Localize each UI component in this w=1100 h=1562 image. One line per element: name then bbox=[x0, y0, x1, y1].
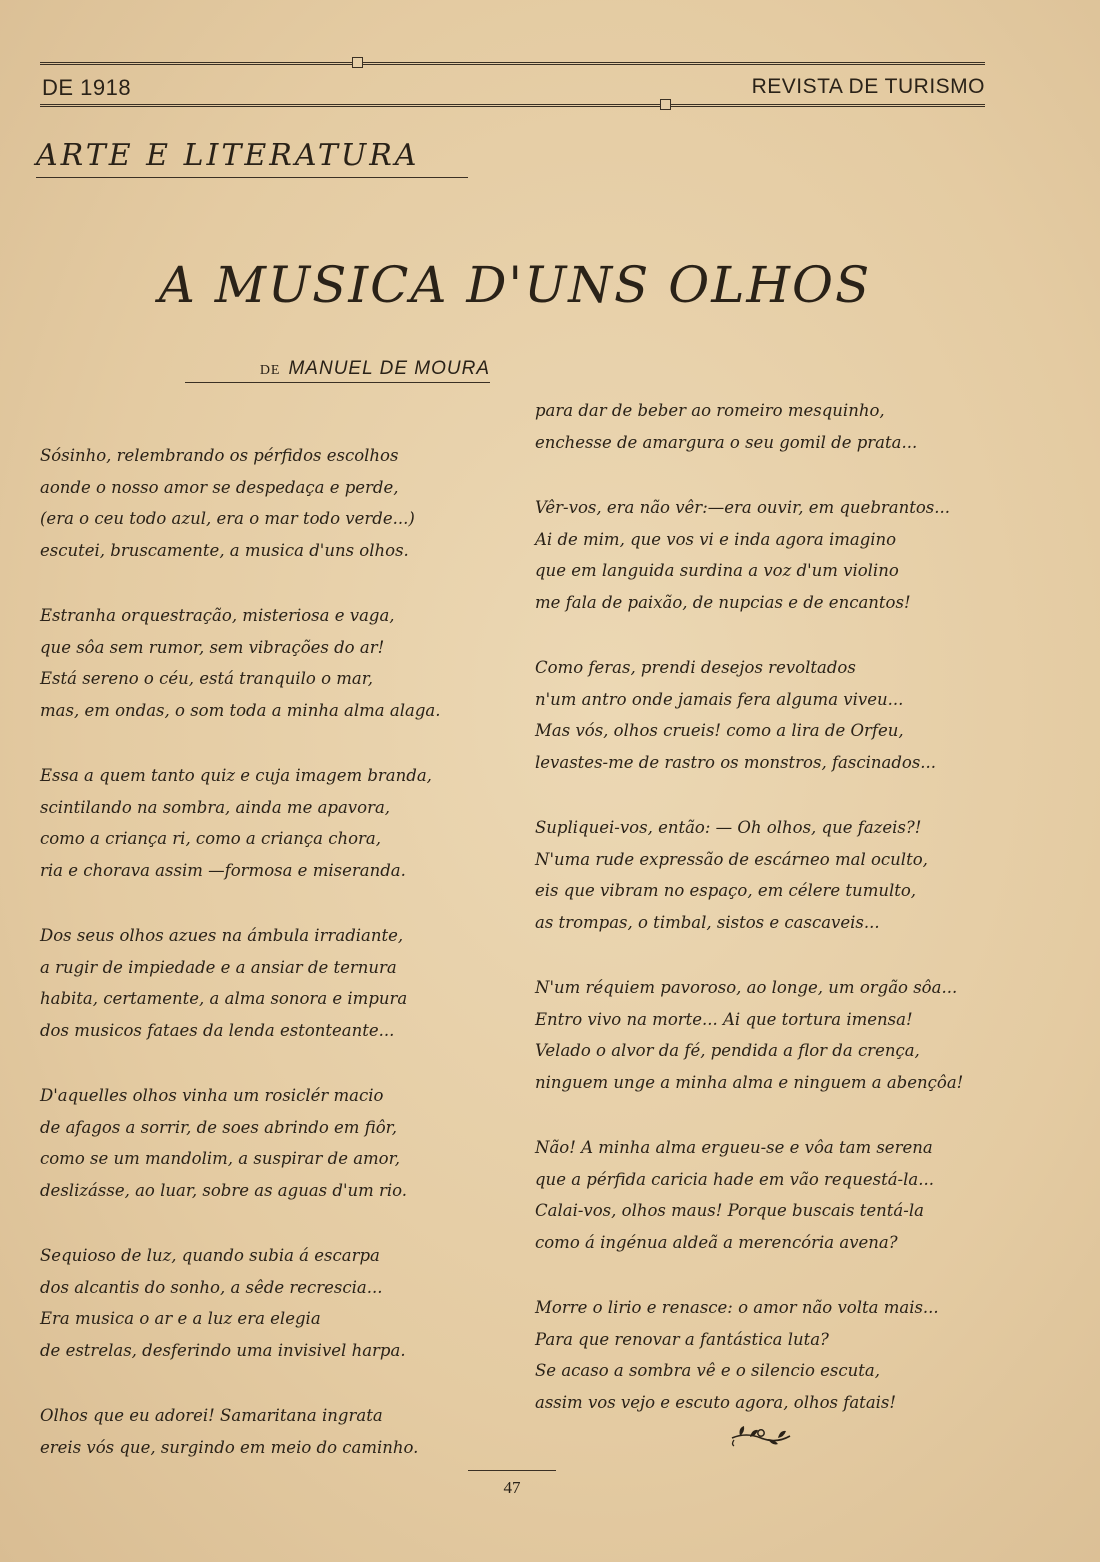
poem-line: enchesse de amargura o seu gomil de prata... bbox=[535, 432, 918, 452]
poem-line: aonde o nosso amor se despedaça e perde, bbox=[40, 477, 399, 497]
section-title: ARTE E LITERATURA bbox=[36, 138, 468, 178]
poem-line: como a criança ri, como a criança chora, bbox=[40, 829, 381, 848]
header-rule-ornament bbox=[352, 57, 363, 68]
poem-title: A MUSICA D'UNS OLHOS bbox=[158, 255, 872, 314]
poem-line: mas, em ondas, o som toda a minha alma alaga. bbox=[40, 700, 441, 720]
poem-line: Ai de mim, que vos vi e inda agora imagino bbox=[535, 529, 897, 549]
poem-line: que sôa sem rumor, sem vibrações do ar! bbox=[40, 637, 385, 657]
header-rule-ornament bbox=[660, 99, 671, 110]
poem-stanza bbox=[535, 492, 1005, 618]
poem-line: Se acaso a sombra vê e o silencio escuta, bbox=[535, 1361, 880, 1380]
poem-line: Essa a quem tanto quiz e cuja imagem branda, bbox=[40, 766, 432, 785]
poem-line: (era o ceu todo azul, era o mar todo verde...) bbox=[40, 509, 415, 528]
poem-line: dos musicos fataes da lenda estonteante... bbox=[40, 1020, 395, 1040]
poem-line: Está sereno o céu, está tranquilo o mar, bbox=[40, 669, 374, 688]
poem-line: Entro vivo na morte... Ai que tortura imensa! bbox=[535, 1009, 913, 1029]
poem-line: como se um mandolim, a suspirar de amor, bbox=[40, 1149, 400, 1168]
poem-line: ninguem unge a minha alma e ninguem a abençôa! bbox=[535, 1072, 964, 1092]
poem-line: como á ingénua aldeã a merencória avena? bbox=[535, 1232, 898, 1252]
poem-stanza bbox=[535, 395, 1005, 458]
poem-line: dos alcantis do sonho, a sêde recrescia... bbox=[40, 1277, 383, 1297]
page-number: 47 bbox=[503, 1478, 521, 1497]
poem-line: Vêr-vos, era não vêr:—era ouvir, em quebrantos... bbox=[535, 498, 950, 517]
poem-stanza bbox=[535, 652, 1005, 778]
header-bottom-rule bbox=[40, 104, 985, 107]
poem-stanza bbox=[40, 920, 490, 1046]
poem-line: N'uma rude expressão de escárneo mal oculto, bbox=[535, 849, 928, 869]
poem-line: de afagos a sorrir, de soes abrindo em fiôr, bbox=[40, 1117, 397, 1137]
poem-stanza bbox=[40, 1400, 490, 1463]
poem-column-left bbox=[40, 440, 490, 1497]
poem-stanza bbox=[535, 972, 1005, 1098]
poem-line: n'um antro onde jamais fera alguma viveu... bbox=[535, 689, 904, 709]
poem-line: Sequioso de luz, quando subia á escarpa bbox=[40, 1246, 380, 1265]
poem-stanza bbox=[40, 600, 490, 726]
poem-line: escutei, bruscamente, a musica d'uns olhos. bbox=[40, 540, 409, 560]
poem-line: Supliquei-vos, então: — Oh olhos, que fazeis?! bbox=[535, 818, 922, 837]
poem-line: levastes-me de rastro os monstros, fascinados... bbox=[535, 752, 937, 772]
poem-line: as trompas, o timbal, sistos e cascaveis... bbox=[535, 912, 880, 932]
poem-line: D'aquelles olhos vinha um rosiclér macio bbox=[40, 1086, 384, 1105]
poem-line: Velado o alvor da fé, pendida a flor da crença, bbox=[535, 1041, 920, 1060]
poem-line: de estrelas, desferindo uma invisivel harpa. bbox=[40, 1340, 406, 1360]
poem-line: eis que vibram no espaço, em célere tumulto, bbox=[535, 881, 917, 900]
poem-line: Era musica o ar e a luz era elegia bbox=[40, 1309, 321, 1328]
poem-stanza bbox=[535, 1292, 1005, 1418]
header-date: DE 1918 bbox=[42, 75, 132, 100]
poem-stanza bbox=[535, 1132, 1005, 1258]
poem-stanza bbox=[40, 1080, 490, 1206]
poem-line: deslizásse, ao luar, sobre as aguas d'um rio. bbox=[40, 1180, 408, 1200]
floral-vignette-icon bbox=[728, 1420, 794, 1450]
poem-line: a rugir de impiedade e a ansiar de ternura bbox=[40, 957, 397, 977]
poem-line: N'um réquiem pavoroso, ao longe, um orgão sôa... bbox=[535, 978, 958, 997]
byline-author: MANUEL DE MOURA bbox=[288, 358, 490, 379]
poem-line: ereis vós que, surgindo em meio do caminho. bbox=[40, 1437, 419, 1457]
poem-line: Olhos que eu adorei! Samaritana ingrata bbox=[40, 1406, 383, 1425]
poem-stanza bbox=[40, 1240, 490, 1366]
poem-line: Morre o lirio e renasce: o amor não volta mais... bbox=[535, 1298, 939, 1317]
poem-line: Dos seus olhos azues na ámbula irradiante, bbox=[40, 926, 404, 945]
poem-line: Mas vós, olhos crueis! como a lira de Orfeu, bbox=[535, 721, 904, 740]
poem-line: que em languida surdina a voz d'um violino bbox=[535, 561, 899, 580]
poem-line: Calai-vos, olhos maus! Porque buscais tentá-la bbox=[535, 1201, 924, 1220]
poem-line: ria e chorava assim —formosa e miseranda. bbox=[40, 860, 406, 880]
byline-prefix: DE bbox=[259, 363, 281, 378]
byline bbox=[185, 358, 490, 383]
poem-line: Como feras, prendi desejos revoltados bbox=[535, 658, 856, 677]
header-publication: REVISTA DE TURISMO bbox=[751, 75, 985, 98]
poem-line: assim vos vejo e escuto agora, olhos fatais! bbox=[535, 1392, 897, 1412]
poem-line: Sósinho, relembrando os pérfidos escolhos bbox=[40, 446, 399, 465]
poem-line: Não! A minha alma ergueu-se e vôa tam serena bbox=[535, 1138, 933, 1157]
poem-line: habita, certamente, a alma sonora e impura bbox=[40, 989, 408, 1008]
poem-line: que a pérfida caricia hade em vão requestá-la... bbox=[535, 1169, 934, 1189]
poem-line: Estranha orquestração, misteriosa e vaga, bbox=[40, 606, 395, 625]
poem-line: para dar de beber ao romeiro mesquinho, bbox=[535, 401, 885, 420]
poem-line: scintilando na sombra, ainda me apavora, bbox=[40, 797, 391, 817]
footer-rule bbox=[468, 1470, 556, 1471]
poem-stanza bbox=[40, 440, 490, 566]
header-top-rule bbox=[40, 62, 985, 65]
poem-line: me fala de paixão, de nupcias e de encantos! bbox=[535, 592, 911, 612]
poem-stanza bbox=[40, 760, 490, 886]
poem-column-right bbox=[535, 395, 1005, 1452]
poem-stanza bbox=[535, 812, 1005, 938]
poem-line: Para que renovar a fantástica luta? bbox=[535, 1329, 829, 1349]
